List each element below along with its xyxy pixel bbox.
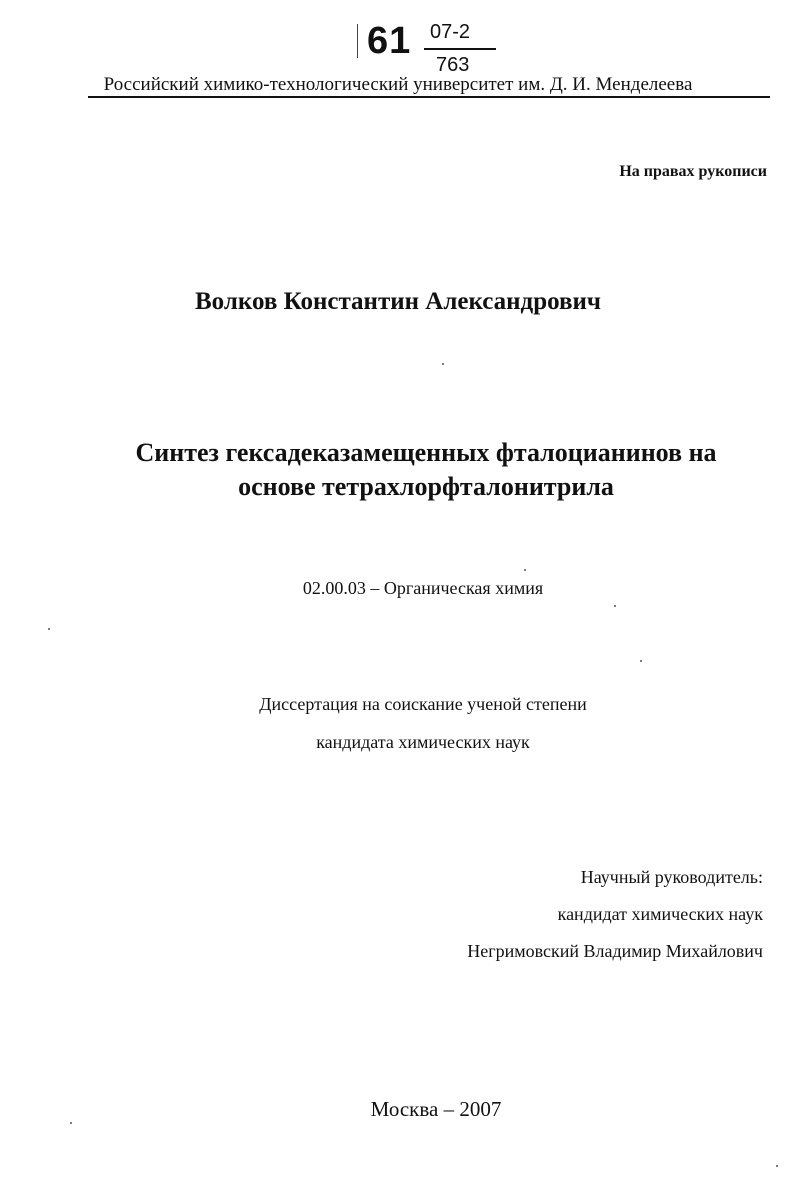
degree-line-2: кандидата химических наук — [316, 732, 530, 752]
supervisor-block — [467, 859, 763, 970]
scan-speck — [640, 660, 642, 662]
author-name: Волков Константин Александрович — [195, 288, 601, 315]
dissertation-title-line-1: Синтез гексадеказамещенных фталоцианинов на — [135, 438, 717, 467]
scan-speck — [442, 363, 444, 365]
specialty-code: 02.00.03 – Органическая химия — [302, 578, 544, 598]
library-stamp-code: 61 — [367, 20, 412, 62]
header-divider — [88, 96, 770, 98]
scan-speck — [614, 605, 616, 607]
dissertation-title-line-2: основе тетрахлорфталонитрила — [238, 472, 614, 501]
library-stamp-fraction-line — [424, 48, 496, 50]
scan-speck — [776, 1165, 778, 1167]
scan-speck — [524, 569, 526, 571]
university-name: Российский химико-технологический университет им. Д. И. Менделеева — [103, 74, 693, 95]
library-stamp-fraction-top: 07-2 — [430, 21, 471, 43]
place-and-year: Москва – 2007 — [370, 1097, 502, 1121]
supervisor-name: Негримовский Владимир Михайлович — [467, 941, 763, 961]
supervisor-label: Научный руководитель: — [580, 867, 763, 887]
stamp-mark — [357, 24, 358, 58]
scan-speck — [48, 628, 50, 630]
dissertation-title — [0, 436, 796, 504]
scan-speck — [70, 1122, 72, 1124]
library-stamp-fraction-bottom: 763 — [436, 54, 470, 76]
degree-line-1: Диссертация на соискание ученой степени — [259, 694, 587, 714]
rights-note: На правах рукописи — [619, 163, 767, 180]
degree-statement — [0, 685, 796, 761]
supervisor-degree: кандидат химических наук — [557, 904, 763, 924]
